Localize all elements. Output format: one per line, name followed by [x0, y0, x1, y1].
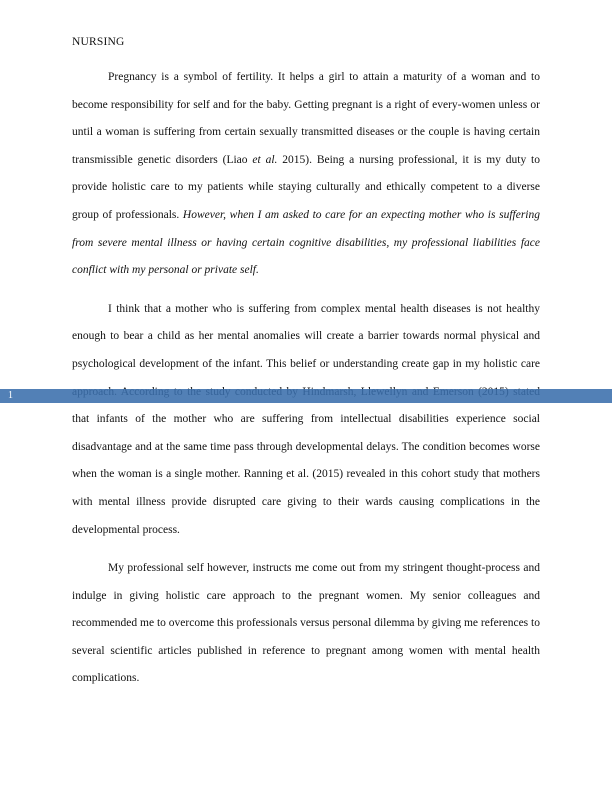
paragraph-1-text-cont: 2015). Being a nursing professional, it is my duty to provide holistic care to my patients while staying culturally and ethically competent to a diverse group of professionals. [72, 153, 540, 221]
paragraph-1 [72, 64, 540, 285]
paragraph-3-text: My professional self however, instructs me come out from my stringent thought-process and indulge in giving holistic care approach to the pregnant women. My senior colleagues and recommended me to overcome this professionals versus personal dilemma by giving me references to several scientific articles published in reference to pregnant among women with mental health complications. [72, 562, 540, 685]
paragraph-1-text: Pregnancy is a symbol of fertility. It helps a girl to attain a maturity of a woman and to become responsibility for self and for the baby. Getting pregnant is a right of every-women unless or until a woman is suffering from certain sexually transmitted diseases or the couple is having certain transmissible genetic disorders (Liao [72, 71, 540, 166]
paragraph-1-citation-italic: et al. [252, 153, 278, 166]
paragraph-2-text: I think that a mother who is suffering from complex mental health diseases is not healthy enough to bear a child as her mental anomalies will create a barrier towards normal physical and psychological development of the infant. This belief or understanding create gap in my holistic care that infants of the mother who are suffering from intellectual disabilities experience social disadvantage and at the same time pass through developmental delays. The condition becomes worse when the woman is a single mother. Ranning et al. (2015) revealed in this cohort study that mothers with mental illness provide disrupted care giving to their wards causing complications in the developmental process. [72, 302, 540, 536]
page-indicator-band [0, 389, 612, 403]
document-body [72, 64, 540, 704]
page-number: 1 [8, 390, 13, 401]
running-head: NURSING [72, 36, 125, 48]
paragraph-1-italic-statement: However, when I am asked to care for an expecting mother who is suffering from severe mental illness or having certain cognitive disabilities, my professional liabilities face conflict with my personal or private self. [72, 208, 540, 277]
paragraph-2 [72, 296, 540, 544]
paragraph-3 [72, 555, 540, 693]
